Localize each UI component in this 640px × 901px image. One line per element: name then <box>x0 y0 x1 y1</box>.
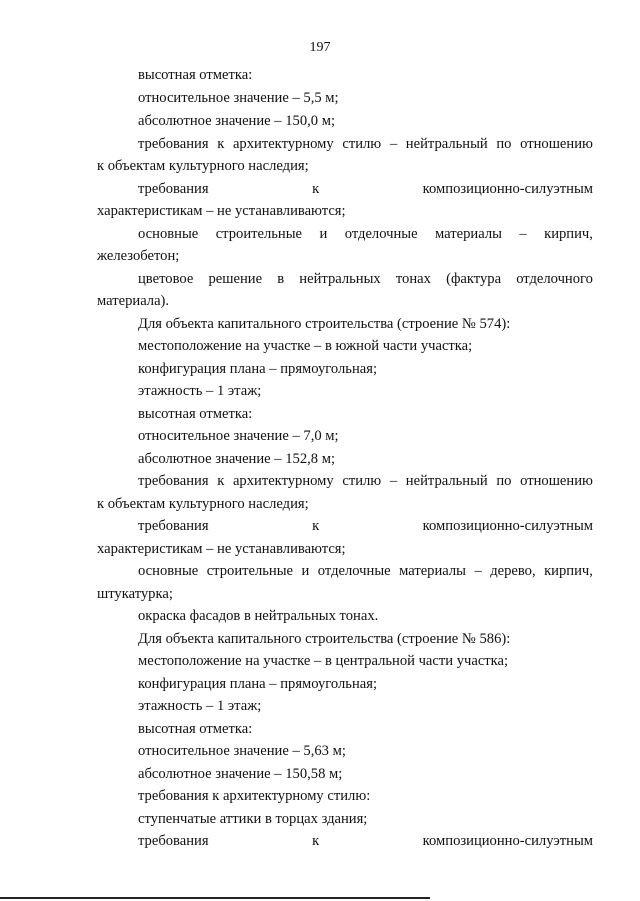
word: – <box>389 136 398 152</box>
word: композиционно-силуэтным <box>422 181 593 197</box>
text-line: местоположение на участке – в южной части участка; <box>138 338 473 354</box>
word: и <box>319 226 328 242</box>
word: нейтральный <box>405 136 488 152</box>
word: требования <box>138 833 209 849</box>
text-line: этажность – 1 этаж; <box>138 383 262 399</box>
word: требования <box>138 136 209 152</box>
text-line: абсолютное значение – 150,0 м; <box>138 113 336 129</box>
word: требования <box>138 518 209 534</box>
word: строительные <box>215 226 303 242</box>
text-line: ступенчатые аттики в торцах здания; <box>138 811 368 827</box>
text-line: относительное значение – 5,63 м; <box>138 743 346 759</box>
word: строительные <box>206 563 294 579</box>
text-line: абсолютное значение – 150,58 м; <box>138 766 343 782</box>
text-line: Для объекта капитального строительства (строение № 574): <box>138 316 511 332</box>
word: композиционно-силуэтным <box>422 833 593 849</box>
text-line <box>138 270 593 288</box>
word: материалы <box>435 226 502 242</box>
word: к <box>217 136 225 152</box>
word: отделочные <box>317 563 391 579</box>
text-line: к объектам культурного наследия; <box>97 496 309 512</box>
text-line <box>138 180 593 198</box>
word: стилю <box>342 136 382 152</box>
word: – <box>389 473 398 489</box>
word: архитектурному <box>232 473 334 489</box>
word: архитектурному <box>232 136 334 152</box>
word: нейтральный <box>405 473 488 489</box>
text-line: относительное значение – 7,0 м; <box>138 428 339 444</box>
text-line: местоположение на участке – в центральной части участка; <box>138 653 509 669</box>
word: – <box>519 226 527 242</box>
text-line: железобетон; <box>97 248 180 264</box>
page-number: 197 <box>309 40 331 55</box>
word: кирпич, <box>544 226 593 242</box>
word: (фактура <box>446 271 502 287</box>
text-line: к объектам культурного наследия; <box>97 158 309 174</box>
text-line: штукатурка; <box>97 586 173 602</box>
text-line: высотная отметка: <box>138 67 253 83</box>
word: к <box>312 833 320 849</box>
word: отделочные <box>344 226 418 242</box>
text-line: абсолютное значение – 152,8 м; <box>138 451 336 467</box>
word: отношению <box>520 136 593 152</box>
text-line: Для объекта капитального строительства (строение № 586): <box>138 631 511 647</box>
page-bottom-edge <box>0 897 430 899</box>
text-line: высотная отметка: <box>138 721 253 737</box>
word: в <box>277 271 285 287</box>
text-line: характеристикам – не устанавливаются; <box>97 541 346 557</box>
word: отделочного <box>516 271 593 287</box>
word: кирпич, <box>544 563 593 579</box>
text-line: материала). <box>97 293 170 309</box>
word: тонах <box>395 271 431 287</box>
word: дерево, <box>490 563 536 579</box>
text-line: конфигурация плана – прямоугольная; <box>138 676 378 692</box>
word: к <box>217 473 225 489</box>
text-line <box>138 832 593 850</box>
word: к <box>312 181 320 197</box>
text-line: конфигурация плана – прямоугольная; <box>138 361 378 377</box>
text-line <box>138 225 593 243</box>
word: цветовое <box>138 271 194 287</box>
word: и <box>301 563 310 579</box>
word: по <box>496 136 512 152</box>
text-line: высотная отметка: <box>138 406 253 422</box>
word: по <box>496 473 512 489</box>
text-line: требования к архитектурному стилю: <box>138 788 371 804</box>
word: материалы <box>399 563 466 579</box>
word: отношению <box>520 473 593 489</box>
text-line: относительное значение – 5,5 м; <box>138 90 339 106</box>
word: нейтральных <box>299 271 381 287</box>
word: решение <box>208 271 263 287</box>
word: – <box>474 563 482 579</box>
word: стилю <box>342 473 382 489</box>
word: требования <box>138 181 209 197</box>
text-line <box>138 562 593 580</box>
word: композиционно-силуэтным <box>422 518 593 534</box>
text-line: этажность – 1 этаж; <box>138 698 262 714</box>
text-line <box>138 135 593 153</box>
text-line <box>138 472 593 490</box>
text-line <box>138 517 593 535</box>
text-line: характеристикам – не устанавливаются; <box>97 203 346 219</box>
word: требования <box>138 473 209 489</box>
text-line: окраска фасадов в нейтральных тонах. <box>138 608 379 624</box>
word: основные <box>138 226 199 242</box>
word: основные <box>138 563 199 579</box>
word: к <box>312 518 320 534</box>
